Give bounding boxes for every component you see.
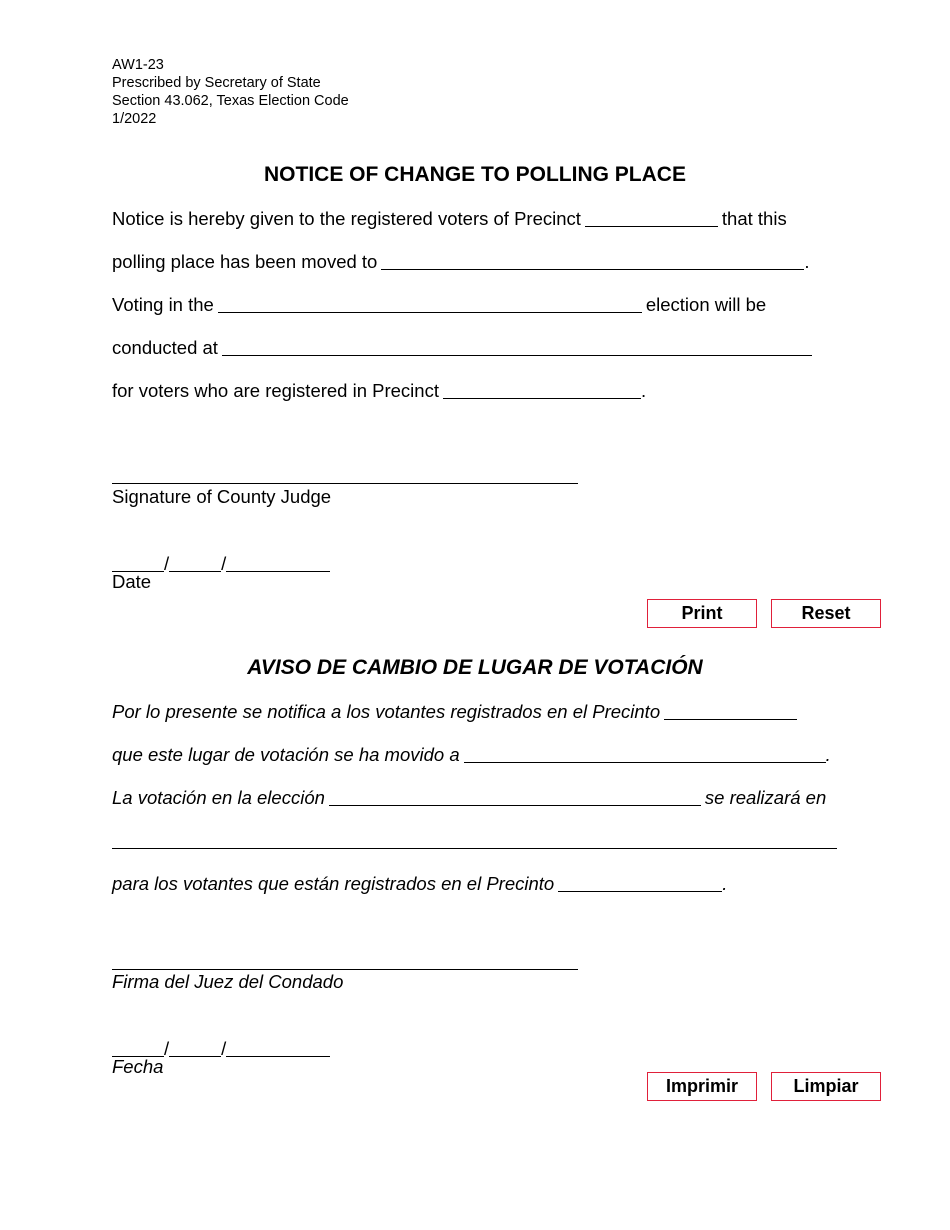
date-separator: /: [164, 1038, 170, 1059]
date-label: Date: [112, 571, 152, 592]
line-text: .: [722, 873, 728, 894]
line-text: Voting in the: [112, 294, 214, 315]
registered-precinct-field[interactable]: [443, 380, 641, 399]
line-text: .: [804, 251, 810, 272]
se-realizara-en-field[interactable]: [112, 830, 837, 849]
limpiar-button[interactable]: Limpiar: [771, 1072, 881, 1101]
precinto-registrado-field[interactable]: [558, 873, 722, 892]
english-line-3: [112, 292, 766, 316]
new-location-field[interactable]: [381, 251, 804, 270]
date-month-field[interactable]: [112, 553, 164, 572]
reset-button[interactable]: Reset: [771, 599, 881, 628]
date-separator: /: [164, 553, 170, 574]
signature-label: Signature of County Judge: [112, 486, 332, 507]
spanish-line-2: [112, 742, 831, 766]
spanish-line-3: [112, 785, 826, 809]
line-text: La votación en la elección: [112, 787, 325, 808]
form-date: 1/2022: [112, 111, 157, 127]
form-id: AW1-23: [112, 57, 164, 73]
line-text: se realizará en: [704, 787, 827, 808]
signature-field[interactable]: [112, 483, 578, 484]
fecha-label: Fecha: [112, 1056, 164, 1077]
english-line-4: [112, 335, 816, 359]
firma-label: Firma del Juez del Condado: [112, 971, 344, 992]
spanish-line-4: [112, 828, 837, 852]
eleccion-field[interactable]: [329, 787, 701, 806]
date-year-field[interactable]: [226, 553, 330, 572]
date-day-field[interactable]: [169, 553, 221, 572]
line-text: conducted at: [112, 337, 218, 358]
date-separator: /: [221, 553, 227, 574]
line-text: .: [825, 744, 831, 765]
line-text: polling place has been moved to: [112, 251, 378, 272]
line-text: .: [640, 380, 647, 401]
english-line-1: [112, 206, 787, 230]
print-button[interactable]: Print: [647, 599, 757, 628]
line-text: Notice is hereby given to the registered voters of Precinct: [112, 208, 581, 229]
precinto-field[interactable]: [664, 701, 797, 720]
firma-field[interactable]: [112, 969, 578, 970]
election-field[interactable]: [218, 294, 642, 313]
fecha-mes-field[interactable]: [112, 1038, 164, 1057]
line-text: election will be: [645, 294, 767, 315]
fecha-ano-field[interactable]: [226, 1038, 330, 1057]
line-text: that this: [721, 208, 787, 229]
spanish-line-5: [112, 871, 727, 895]
spanish-line-1: [112, 699, 801, 723]
english-line-2: [112, 249, 810, 273]
precinct-field[interactable]: [585, 208, 718, 227]
fecha-dia-field[interactable]: [169, 1038, 221, 1057]
prescribed-by: Prescribed by Secretary of State: [112, 75, 321, 91]
line-text: que este lugar de votación se ha movido a: [112, 744, 460, 765]
code-section: Section 43.062, Texas Election Code: [112, 93, 349, 109]
conducted-at-field[interactable]: [222, 337, 812, 356]
spanish-title: AVISO DE CAMBIO DE LUGAR DE VOTACIÓN: [247, 656, 703, 679]
nuevo-lugar-field[interactable]: [464, 744, 826, 763]
line-text: para los votantes que están registrados en el Precinto: [112, 873, 555, 894]
line-text: for voters who are registered in Precinct: [112, 380, 439, 401]
english-title: NOTICE OF CHANGE TO POLLING PLACE: [264, 163, 686, 186]
date-separator: /: [221, 1038, 227, 1059]
line-text: Por lo presente se notifica a los votantes registrados en el Precinto: [112, 701, 661, 722]
english-line-5: [112, 378, 646, 402]
imprimir-button[interactable]: Imprimir: [647, 1072, 757, 1101]
